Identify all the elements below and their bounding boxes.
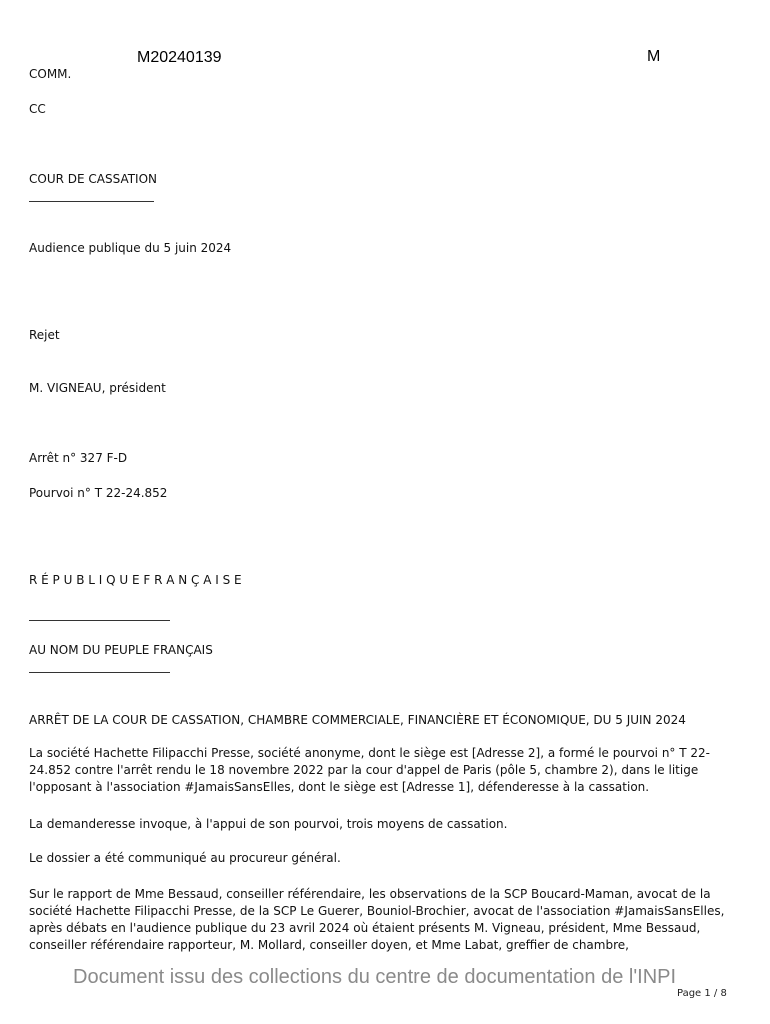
paragraph-rapport: Sur le rapport de Mme Bessaud, conseiller référendaire, les observations de la SCP Boucard-Maman, avocat de la société Hachette Filipacchi Presse, de la SCP Le Guerer, Bouniol-Brochier, avocat de l'association #JamaisSansElles, après débats en l'audience publique du 23 avril 2024 où étaient présents M. Vigneau, président, Mme Bessaud, conseiller référendaire rapporteur, M. Mollard, conseiller doyen, et Mme Labat, greffier de chambre, xyxy=(29,887,725,952)
court-divider xyxy=(29,201,154,202)
pourvoi-number: Pourvoi n° T 22-24.852 xyxy=(29,486,168,500)
case-code: M20240139 xyxy=(137,49,222,66)
decision: Rejet xyxy=(29,328,60,342)
paragraph-moyens: La demanderesse invoque, à l'appui de son pourvoi, trois moyens de cassation. xyxy=(29,817,508,831)
arret-number: Arrêt n° 327 F-D xyxy=(29,451,128,465)
paragraph-dossier: Le dossier a été communiqué au procureur général. xyxy=(29,851,341,865)
cc-label: CC xyxy=(29,102,46,116)
header-marker: M xyxy=(647,48,661,65)
republique-heading: R É P U B L I Q U E F R A N Ç A I S E xyxy=(29,573,242,587)
chamber-abbrev: COMM. xyxy=(29,67,72,81)
republique-divider xyxy=(29,620,170,621)
arret-title: ARRÊT DE LA COUR DE CASSATION, CHAMBRE COMMERCIALE, FINANCIÈRE ET ÉCONOMIQUE, DU 5 JUIN 2024 xyxy=(29,713,686,727)
court-name: COUR DE CASSATION xyxy=(29,172,158,186)
au-nom-divider xyxy=(29,672,170,673)
au-nom-heading: AU NOM DU PEUPLE FRANÇAIS xyxy=(29,643,213,657)
footer-watermark: Document issu des collections du centre de documentation de l'INPI xyxy=(73,966,677,988)
audience-date: Audience publique du 5 juin 2024 xyxy=(29,241,232,255)
paragraph-pourvoi: La société Hachette Filipacchi Presse, société anonyme, dont le siège est [Adresse 2], a formé le pourvoi n° T 22-24.852 contre l'arrêt rendu le 18 novembre 2022 par la cour d'appel de Paris (pôle 5, chambre 2), dans le litige l'opposant à l'association #JamaisSansElles, dont le siège est [Adresse 1], défenderesse à la cassation. xyxy=(29,746,710,794)
president: M. VIGNEAU, président xyxy=(29,381,166,395)
page-number: Page 1 / 8 xyxy=(677,988,727,999)
